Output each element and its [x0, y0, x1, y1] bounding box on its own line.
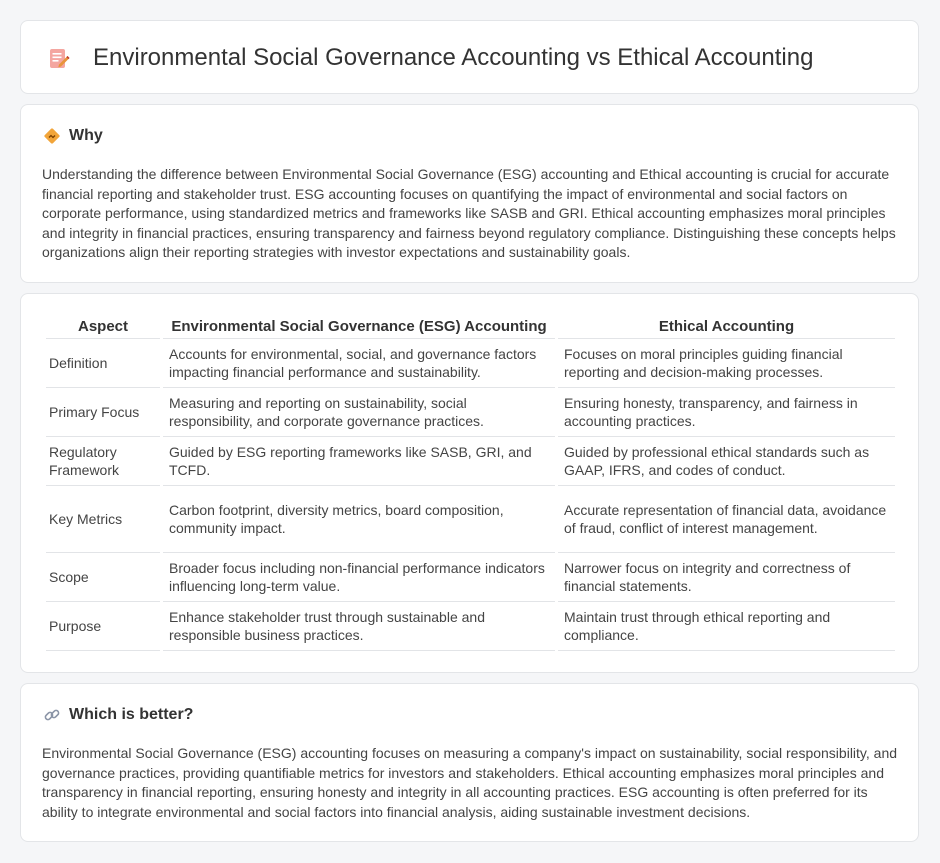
aspect-cell: Purpose — [46, 602, 160, 651]
ethical-cell: Focuses on moral principles guiding financial reporting and decision-making processes. — [558, 339, 895, 388]
ethical-cell: Accurate representation of financial data, avoidance of fraud, conflict of interest management. — [558, 486, 895, 553]
table-row — [46, 339, 895, 388]
column-header-esg: Environmental Social Governance (ESG) Accounting — [163, 316, 555, 339]
aspect-cell: Scope — [46, 553, 160, 602]
better-heading — [43, 706, 193, 724]
esg-cell: Broader focus including non-financial performance indicators influencing long-term value. — [163, 553, 555, 602]
ethical-cell: Guided by professional ethical standards such as GAAP, IFRS, and codes of conduct. — [558, 437, 895, 486]
better-paragraph: Environmental Social Governance (ESG) accounting focuses on measuring a company's impact on sustainability, social responsibility, and governance practices, providing quantifiable metrics for investors and stakeholders. Ethical accounting emphasizes moral principles and transparency in financial reporting, ensuring honesty and integrity in all accounting practices. ESG accounting is often preferred for its ability to integrate environmental and social factors into financial analysis, aiding sustainable investment decisions. — [42, 745, 898, 820]
header-card — [20, 20, 919, 94]
aspect-cell: Primary Focus — [46, 388, 160, 437]
better-title: Which is better? — [69, 706, 194, 723]
which-is-better-section — [20, 683, 919, 842]
esg-cell: Guided by ESG reporting frameworks like SASB, GRI, and TCFD. — [163, 437, 555, 486]
link-icon — [43, 706, 61, 724]
esg-cell: Accounts for environmental, social, and governance factors impacting financial performance and sustainability. — [163, 339, 555, 388]
esg-cell: Enhance stakeholder trust through sustainable and responsible business practices. — [163, 602, 555, 651]
table-row — [46, 437, 895, 486]
ethical-cell: Maintain trust through ethical reporting and compliance. — [558, 602, 895, 651]
esg-cell: Measuring and reporting on sustainability, social responsibility, and corporate governance practices. — [163, 388, 555, 437]
table-row — [46, 388, 895, 437]
why-section — [20, 104, 919, 283]
table-row — [46, 553, 895, 602]
comparison-table-section — [20, 293, 919, 673]
ethical-cell: Ensuring honesty, transparency, and fairness in accounting practices. — [558, 388, 895, 437]
table-header-row — [46, 316, 895, 339]
aspect-cell: Key Metrics — [46, 486, 160, 553]
ethical-cell: Narrower focus on integrity and correctness of financial statements. — [558, 553, 895, 602]
aspect-cell: Definition — [46, 339, 160, 388]
why-paragraph: Understanding the difference between Environmental Social Governance (ESG) accounting and Ethical accounting is crucial for accurate financial reporting and stakeholder trust. ESG accounting focuses on quantifying the impact of environmental and social factors on corporate performance, using standardized metrics and frameworks like SASB and GRI. Ethical accounting emphasizes moral principles and integrity in financial practices, ensuring transparency and fairness beyond regulatory compliance. Distinguishing these concepts helps organizations align their reporting strategies with investor expectations and sustainability goals. — [42, 166, 896, 260]
table-row — [46, 486, 895, 553]
esg-cell: Carbon footprint, diversity metrics, board composition, community impact. — [163, 486, 555, 553]
column-header-ethical: Ethical Accounting — [558, 316, 895, 339]
page-title: Environmental Social Governance Accounting vs Ethical Accounting — [93, 44, 814, 71]
why-heading — [43, 127, 103, 145]
aspect-cell: Regulatory Framework — [46, 437, 160, 486]
document-edit-icon — [47, 47, 71, 71]
diamond-sign-icon — [43, 127, 61, 145]
why-title: Why — [69, 127, 103, 144]
comparison-table — [43, 316, 898, 651]
column-header-aspect: Aspect — [46, 316, 160, 339]
table-row — [46, 602, 895, 651]
